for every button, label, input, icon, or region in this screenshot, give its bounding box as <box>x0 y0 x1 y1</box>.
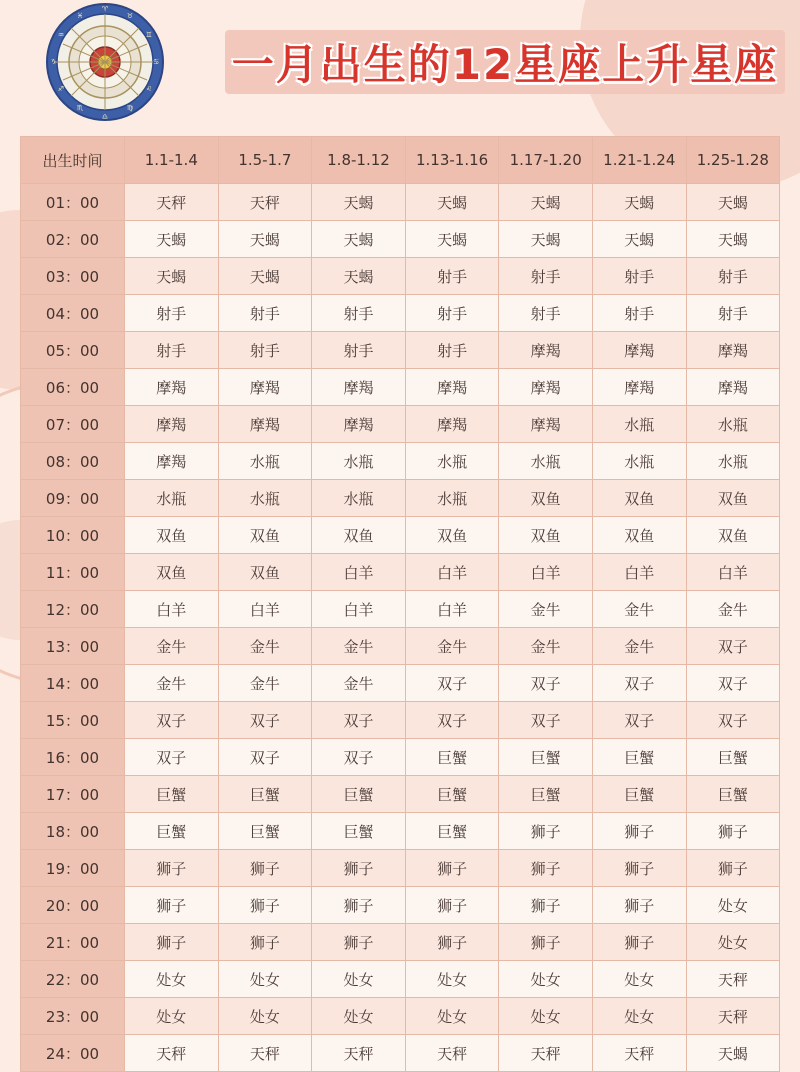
sign-cell: 摩羯 <box>499 332 593 369</box>
sign-cell: 射手 <box>592 295 686 332</box>
sign-cell: 狮子 <box>592 924 686 961</box>
table-row <box>21 961 780 998</box>
sign-cell: 摩羯 <box>686 332 780 369</box>
sign-cell: 金牛 <box>312 665 406 702</box>
sign-cell: 水瓶 <box>592 443 686 480</box>
sign-cell: 处女 <box>592 961 686 998</box>
sign-cell: 巨蟹 <box>405 813 499 850</box>
sign-cell: 双子 <box>218 739 312 776</box>
sign-cell: 双鱼 <box>218 554 312 591</box>
sign-cell: 双子 <box>405 702 499 739</box>
table-row <box>21 369 780 406</box>
sign-cell: 天秤 <box>499 1035 593 1072</box>
sign-cell: 处女 <box>125 961 219 998</box>
table-row <box>21 702 780 739</box>
sign-cell: 天秤 <box>686 998 780 1035</box>
sign-cell: 天蝎 <box>592 184 686 221</box>
sign-cell: 水瓶 <box>125 480 219 517</box>
table-header <box>21 137 780 184</box>
sign-cell: 双子 <box>592 665 686 702</box>
sign-cell: 双子 <box>405 665 499 702</box>
sign-cell: 狮子 <box>499 924 593 961</box>
sign-cell: 摩羯 <box>125 369 219 406</box>
sign-cell: 天秤 <box>218 1035 312 1072</box>
sign-cell: 天蝎 <box>405 221 499 258</box>
column-header-date-range: 1.13-1.16 <box>405 137 499 184</box>
table-row <box>21 665 780 702</box>
sign-cell: 巨蟹 <box>125 813 219 850</box>
row-header-time: 12：00 <box>21 591 125 628</box>
svg-text:♈: ♈ <box>101 5 109 13</box>
table-row <box>21 1035 780 1072</box>
rising-sign-table-wrapper <box>20 136 780 1072</box>
sign-cell: 金牛 <box>592 628 686 665</box>
sign-cell: 射手 <box>499 258 593 295</box>
sign-cell: 巨蟹 <box>499 776 593 813</box>
sign-cell: 狮子 <box>405 850 499 887</box>
sign-cell: 狮子 <box>405 887 499 924</box>
column-header-date-range: 1.1-1.4 <box>125 137 219 184</box>
table-row <box>21 628 780 665</box>
sign-cell: 双鱼 <box>499 517 593 554</box>
sign-cell: 金牛 <box>686 591 780 628</box>
row-header-time: 01：00 <box>21 184 125 221</box>
sign-cell: 金牛 <box>312 628 406 665</box>
sign-cell: 巨蟹 <box>218 776 312 813</box>
sign-cell: 天秤 <box>218 184 312 221</box>
sign-cell: 白羊 <box>592 554 686 591</box>
sign-cell: 天蝎 <box>686 1035 780 1072</box>
svg-text:♍: ♍ <box>126 104 134 112</box>
sign-cell: 巨蟹 <box>592 776 686 813</box>
row-header-time: 05：00 <box>21 332 125 369</box>
table-corner-header: 出生时间 <box>21 137 125 184</box>
row-header-time: 10：00 <box>21 517 125 554</box>
sign-cell: 水瓶 <box>218 443 312 480</box>
table-row <box>21 813 780 850</box>
row-header-time: 08：00 <box>21 443 125 480</box>
sign-cell: 射手 <box>686 295 780 332</box>
column-header-date-range: 1.17-1.20 <box>499 137 593 184</box>
sign-cell: 白羊 <box>405 554 499 591</box>
table-row <box>21 406 780 443</box>
sign-cell: 狮子 <box>218 850 312 887</box>
sign-cell: 天蝎 <box>499 184 593 221</box>
sign-cell: 双子 <box>125 702 219 739</box>
sign-cell: 射手 <box>125 295 219 332</box>
sign-cell: 白羊 <box>499 554 593 591</box>
table-row <box>21 221 780 258</box>
sign-cell: 狮子 <box>592 850 686 887</box>
sign-cell: 双鱼 <box>686 517 780 554</box>
row-header-time: 21：00 <box>21 924 125 961</box>
sign-cell: 天蝎 <box>218 221 312 258</box>
sign-cell: 双子 <box>312 702 406 739</box>
sign-cell: 狮子 <box>592 887 686 924</box>
sign-cell: 巨蟹 <box>312 776 406 813</box>
sign-cell: 天蝎 <box>499 221 593 258</box>
sign-cell: 狮子 <box>686 850 780 887</box>
sign-cell: 处女 <box>686 924 780 961</box>
column-header-date-range: 1.5-1.7 <box>218 137 312 184</box>
sign-cell: 摩羯 <box>312 369 406 406</box>
sign-cell: 射手 <box>218 295 312 332</box>
row-header-time: 18：00 <box>21 813 125 850</box>
sign-cell: 金牛 <box>499 628 593 665</box>
table-row <box>21 332 780 369</box>
sign-cell: 巨蟹 <box>592 739 686 776</box>
sign-cell: 射手 <box>405 258 499 295</box>
row-header-time: 24：00 <box>21 1035 125 1072</box>
sign-cell: 双子 <box>686 628 780 665</box>
sign-cell: 双子 <box>686 665 780 702</box>
sign-cell: 天蝎 <box>312 184 406 221</box>
sign-cell: 狮子 <box>592 813 686 850</box>
row-header-time: 11：00 <box>21 554 125 591</box>
sign-cell: 狮子 <box>405 924 499 961</box>
svg-text:♊: ♊ <box>145 31 153 39</box>
sign-cell: 狮子 <box>499 887 593 924</box>
table-body <box>21 184 780 1072</box>
sign-cell: 处女 <box>405 998 499 1035</box>
sign-cell: 水瓶 <box>686 443 780 480</box>
sign-cell: 白羊 <box>312 554 406 591</box>
row-header-time: 16：00 <box>21 739 125 776</box>
sign-cell: 金牛 <box>218 665 312 702</box>
sign-cell: 双鱼 <box>125 554 219 591</box>
sign-cell: 处女 <box>218 961 312 998</box>
sign-cell: 处女 <box>499 998 593 1035</box>
sign-cell: 金牛 <box>499 591 593 628</box>
row-header-time: 06：00 <box>21 369 125 406</box>
table-row <box>21 295 780 332</box>
sign-cell: 双鱼 <box>499 480 593 517</box>
column-header-date-range: 1.25-1.28 <box>686 137 780 184</box>
sign-cell: 天秤 <box>592 1035 686 1072</box>
sign-cell: 天秤 <box>686 961 780 998</box>
row-header-time: 20：00 <box>21 887 125 924</box>
sign-cell: 处女 <box>312 961 406 998</box>
table-row <box>21 554 780 591</box>
sign-cell: 双子 <box>499 702 593 739</box>
svg-text:♎: ♎ <box>101 113 109 121</box>
row-header-time: 09：00 <box>21 480 125 517</box>
sign-cell: 金牛 <box>125 628 219 665</box>
sign-cell: 巨蟹 <box>405 739 499 776</box>
sign-cell: 摩羯 <box>499 369 593 406</box>
sign-cell: 射手 <box>125 332 219 369</box>
sign-cell: 水瓶 <box>686 406 780 443</box>
sign-cell: 处女 <box>218 998 312 1035</box>
table-row <box>21 591 780 628</box>
sign-cell: 处女 <box>405 961 499 998</box>
column-header-date-range: 1.8-1.12 <box>312 137 406 184</box>
table-row <box>21 887 780 924</box>
sign-cell: 摩羯 <box>218 369 312 406</box>
sign-cell: 双鱼 <box>686 480 780 517</box>
row-header-time: 23：00 <box>21 998 125 1035</box>
table-header-row <box>21 137 780 184</box>
table-row <box>21 924 780 961</box>
svg-text:♓: ♓ <box>76 12 84 20</box>
sign-cell: 天秤 <box>312 1035 406 1072</box>
sign-cell: 白羊 <box>218 591 312 628</box>
sign-cell: 狮子 <box>125 887 219 924</box>
sign-cell: 双子 <box>686 702 780 739</box>
sign-cell: 天蝎 <box>592 221 686 258</box>
sign-cell: 狮子 <box>312 850 406 887</box>
sign-cell: 水瓶 <box>312 480 406 517</box>
sign-cell: 摩羯 <box>312 406 406 443</box>
sign-cell: 双子 <box>312 739 406 776</box>
svg-text:♐: ♐ <box>57 85 65 93</box>
table-row <box>21 998 780 1035</box>
sign-cell: 狮子 <box>499 813 593 850</box>
sign-cell: 水瓶 <box>218 480 312 517</box>
table-row <box>21 776 780 813</box>
sign-cell: 射手 <box>686 258 780 295</box>
sign-cell: 天蝎 <box>312 258 406 295</box>
sign-cell: 天秤 <box>125 184 219 221</box>
row-header-time: 14：00 <box>21 665 125 702</box>
sign-cell: 处女 <box>499 961 593 998</box>
row-header-time: 15：00 <box>21 702 125 739</box>
sign-cell: 天秤 <box>405 1035 499 1072</box>
sign-cell: 摩羯 <box>125 443 219 480</box>
sign-cell: 白羊 <box>125 591 219 628</box>
table-row <box>21 480 780 517</box>
sign-cell: 射手 <box>405 295 499 332</box>
table-row <box>21 443 780 480</box>
sign-cell: 摩羯 <box>405 369 499 406</box>
table-row <box>21 258 780 295</box>
sign-cell: 射手 <box>312 332 406 369</box>
sign-cell: 白羊 <box>312 591 406 628</box>
sign-cell: 摩羯 <box>125 406 219 443</box>
sign-cell: 双子 <box>592 702 686 739</box>
table-row <box>21 739 780 776</box>
sign-cell: 水瓶 <box>592 406 686 443</box>
sign-cell: 水瓶 <box>312 443 406 480</box>
sign-cell: 摩羯 <box>592 332 686 369</box>
row-header-time: 17：00 <box>21 776 125 813</box>
zodiac-wheel-icon <box>20 2 190 127</box>
sign-cell: 金牛 <box>405 628 499 665</box>
row-header-time: 07：00 <box>21 406 125 443</box>
sign-cell: 摩羯 <box>499 406 593 443</box>
sign-cell: 双子 <box>125 739 219 776</box>
svg-text:♏: ♏ <box>76 104 84 112</box>
sign-cell: 双鱼 <box>592 480 686 517</box>
rising-sign-table <box>20 136 780 1072</box>
sign-cell: 摩羯 <box>686 369 780 406</box>
column-header-date-range: 1.21-1.24 <box>592 137 686 184</box>
sign-cell: 巨蟹 <box>405 776 499 813</box>
sign-cell: 天秤 <box>125 1035 219 1072</box>
svg-text:♑: ♑ <box>50 58 58 66</box>
table-row <box>21 850 780 887</box>
sign-cell: 处女 <box>312 998 406 1035</box>
sign-cell: 天蝎 <box>686 221 780 258</box>
sign-cell: 射手 <box>405 332 499 369</box>
sign-cell: 天蝎 <box>405 184 499 221</box>
sign-cell: 狮子 <box>218 924 312 961</box>
sign-cell: 双鱼 <box>312 517 406 554</box>
sign-cell: 天蝎 <box>686 184 780 221</box>
sign-cell: 天蝎 <box>125 258 219 295</box>
sign-cell: 狮子 <box>686 813 780 850</box>
svg-text:♌: ♌ <box>145 85 153 93</box>
sign-cell: 狮子 <box>312 924 406 961</box>
sign-cell: 双子 <box>218 702 312 739</box>
table-row <box>21 184 780 221</box>
table-row <box>21 517 780 554</box>
sign-cell: 金牛 <box>218 628 312 665</box>
sign-cell: 摩羯 <box>592 369 686 406</box>
sign-cell: 狮子 <box>125 924 219 961</box>
row-header-time: 13：00 <box>21 628 125 665</box>
page-header <box>0 0 800 130</box>
sign-cell: 狮子 <box>499 850 593 887</box>
sign-cell: 水瓶 <box>499 443 593 480</box>
sign-cell: 水瓶 <box>405 480 499 517</box>
sign-cell: 双鱼 <box>405 517 499 554</box>
svg-text:♋: ♋ <box>152 58 160 66</box>
sign-cell: 射手 <box>592 258 686 295</box>
sign-cell: 水瓶 <box>405 443 499 480</box>
sign-cell: 摩羯 <box>405 406 499 443</box>
sign-cell: 狮子 <box>125 850 219 887</box>
sign-cell: 摩羯 <box>218 406 312 443</box>
sign-cell: 双子 <box>499 665 593 702</box>
sign-cell: 金牛 <box>125 665 219 702</box>
page-title-text: 一月出生的12星座上升星座 <box>231 40 779 89</box>
sign-cell: 巨蟹 <box>499 739 593 776</box>
sign-cell: 巨蟹 <box>686 776 780 813</box>
row-header-time: 19：00 <box>21 850 125 887</box>
sign-cell: 白羊 <box>405 591 499 628</box>
svg-text:♉: ♉ <box>126 12 134 20</box>
sign-cell: 巨蟹 <box>312 813 406 850</box>
sign-cell: 巨蟹 <box>686 739 780 776</box>
row-header-time: 22：00 <box>21 961 125 998</box>
sign-cell: 双鱼 <box>218 517 312 554</box>
sign-cell: 金牛 <box>592 591 686 628</box>
sign-cell: 处女 <box>125 998 219 1035</box>
sign-cell: 处女 <box>592 998 686 1035</box>
sign-cell: 天蝎 <box>218 258 312 295</box>
sign-cell: 巨蟹 <box>218 813 312 850</box>
sign-cell: 处女 <box>686 887 780 924</box>
sign-cell: 天蝎 <box>312 221 406 258</box>
sign-cell: 天蝎 <box>125 221 219 258</box>
sign-cell: 射手 <box>218 332 312 369</box>
sign-cell: 巨蟹 <box>125 776 219 813</box>
sign-cell: 射手 <box>499 295 593 332</box>
page-title <box>225 30 785 94</box>
sign-cell: 双鱼 <box>592 517 686 554</box>
sign-cell: 狮子 <box>218 887 312 924</box>
sign-cell: 狮子 <box>312 887 406 924</box>
sign-cell: 双鱼 <box>125 517 219 554</box>
row-header-time: 02：00 <box>21 221 125 258</box>
svg-text:♒: ♒ <box>57 31 65 39</box>
row-header-time: 04：00 <box>21 295 125 332</box>
sign-cell: 白羊 <box>686 554 780 591</box>
row-header-time: 03：00 <box>21 258 125 295</box>
sign-cell: 射手 <box>312 295 406 332</box>
